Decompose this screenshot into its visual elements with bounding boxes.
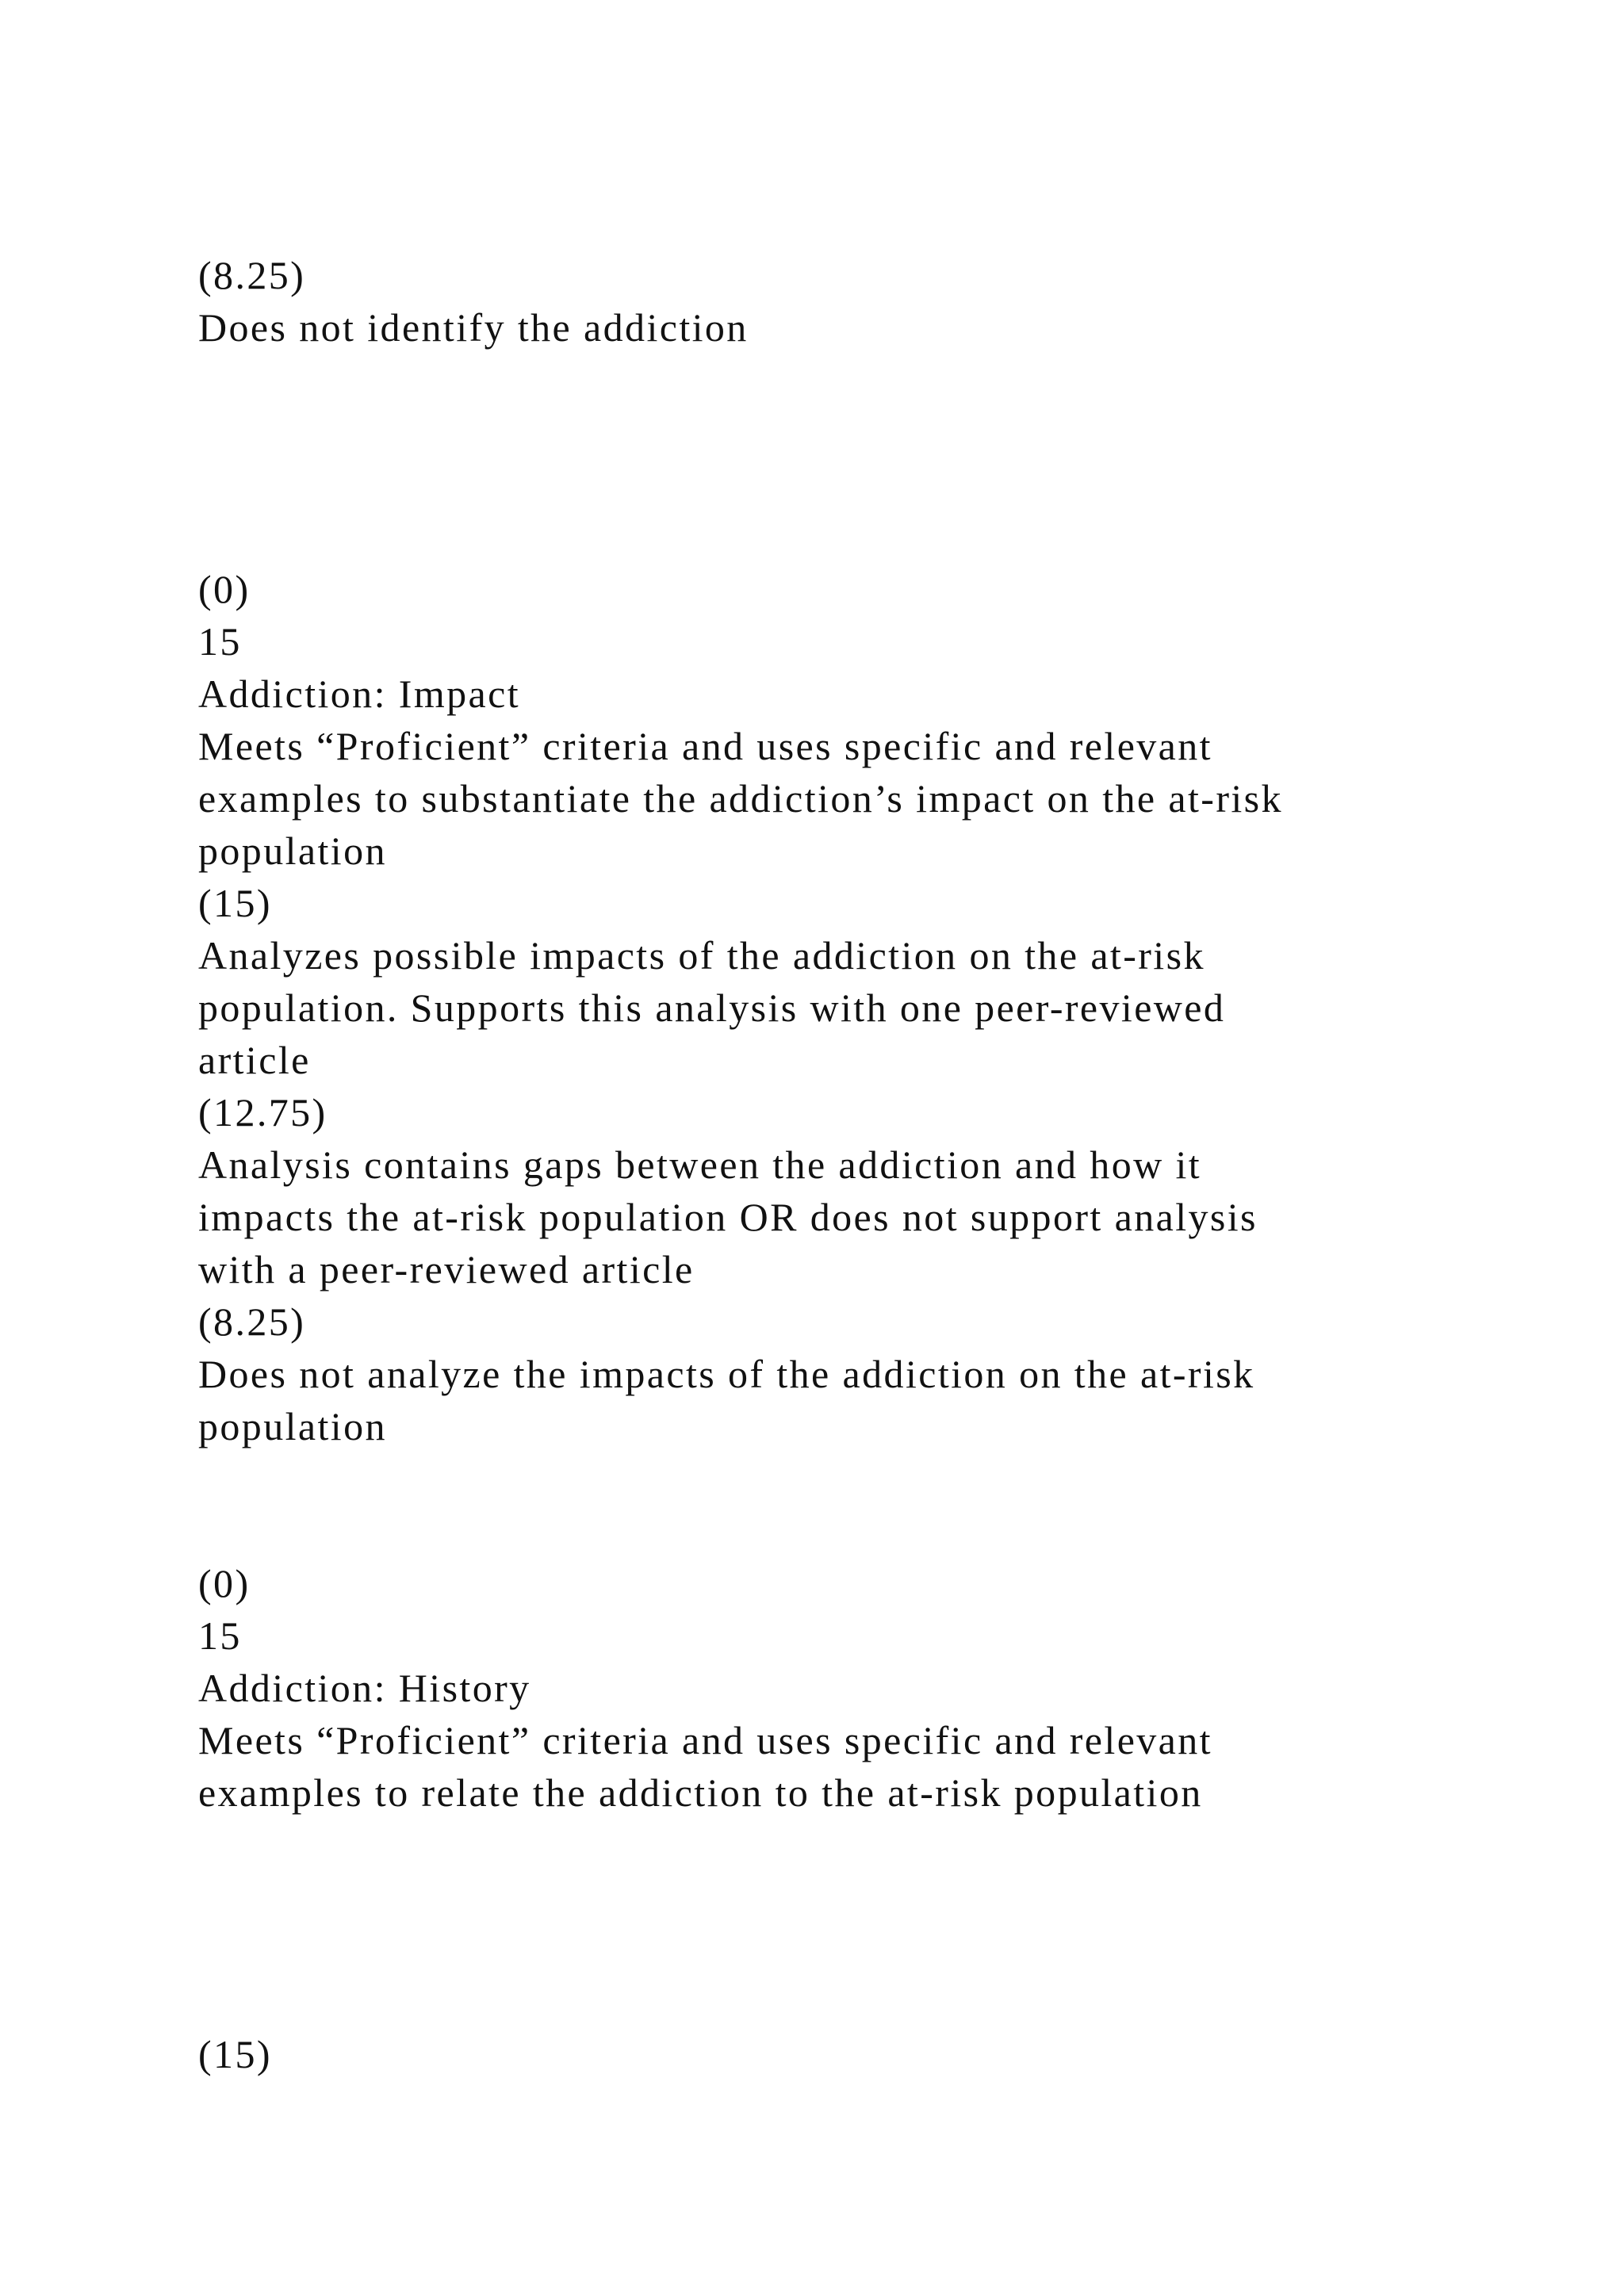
section-heading: Addiction: History: [198, 1666, 531, 1710]
criterion-text: article: [198, 1038, 311, 1082]
criterion-text: Does not analyze the impacts of the addiction on the at-risk: [198, 1352, 1255, 1396]
score-text: (0): [198, 1561, 251, 1605]
score-text: (15): [198, 2032, 272, 2076]
score-text: (15): [198, 881, 272, 925]
score-text: (8.25): [198, 1299, 306, 1344]
points-text: 15: [198, 619, 242, 664]
criterion-text: Meets “Proficient” criteria and uses specific and relevant: [198, 724, 1212, 768]
criterion-text: population: [198, 1404, 387, 1448]
section-heading: Addiction: Impact: [198, 672, 520, 716]
score-text: (0): [198, 567, 251, 611]
criterion-text: Analysis contains gaps between the addiction and how it: [198, 1142, 1202, 1187]
criterion-text: Analyzes possible impacts of the addiction on the at-risk: [198, 933, 1205, 978]
score-text: (12.75): [198, 1090, 327, 1135]
criterion-text: impacts the at-risk population OR does not support analysis: [198, 1195, 1258, 1239]
criterion-text: with a peer-reviewed article: [198, 1247, 695, 1292]
criterion-text: Does not identify the addiction: [198, 305, 749, 350]
criterion-text: population: [198, 828, 387, 873]
score-text: (8.25): [198, 253, 306, 297]
criterion-text: examples to substantiate the addiction’s impact on the at-risk: [198, 776, 1283, 821]
criterion-text: population. Supports this analysis with one peer-reviewed: [198, 985, 1226, 1030]
points-text: 15: [198, 1613, 242, 1658]
criterion-text: examples to relate the addiction to the at-risk population: [198, 1770, 1203, 1815]
criterion-text: Meets “Proficient” criteria and uses specific and relevant: [198, 1718, 1212, 1762]
